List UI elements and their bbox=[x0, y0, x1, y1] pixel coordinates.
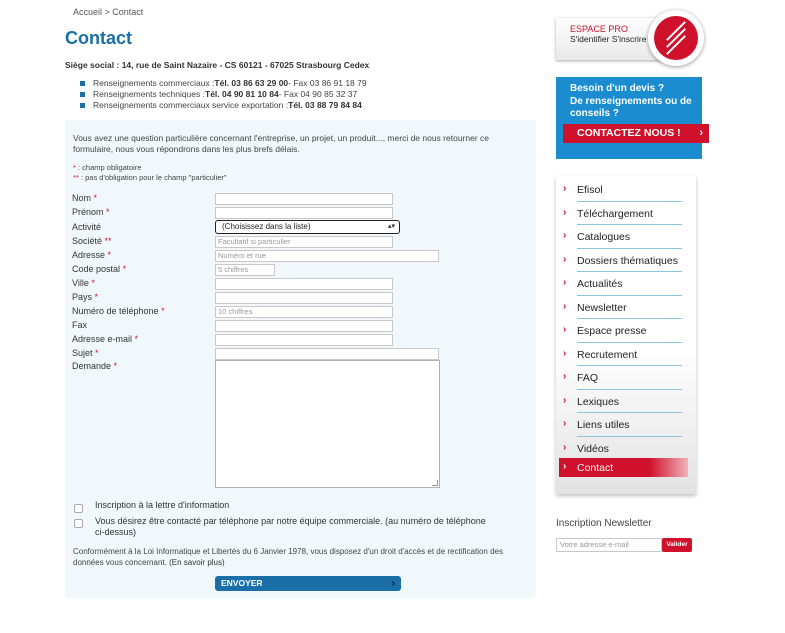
prenom-field[interactable] bbox=[215, 207, 393, 219]
chevron-right-icon: › bbox=[563, 253, 567, 265]
privacy-notice: Conformément à la Loi Informatique et Libertés du 6 Janvier 1978, vous disposez d'un droit d'accès et de rectification des données vous concernant. (En savoir plus) bbox=[73, 547, 503, 567]
chevron-right-icon: › bbox=[563, 324, 567, 335]
chevron-right-icon: › bbox=[563, 206, 567, 218]
sidebar-nav bbox=[556, 176, 696, 494]
resize-grip-icon[interactable] bbox=[432, 480, 438, 486]
bullet-icon bbox=[80, 92, 85, 97]
chevron-right-icon: › bbox=[699, 127, 703, 139]
newsletter-email-input[interactable]: Votre adresse e-mail bbox=[556, 538, 662, 552]
list-item: Renseignements commerciaux service exportation : Tél. 03 88 79 84 84 bbox=[80, 100, 367, 111]
label-demande: Demande * bbox=[72, 361, 118, 371]
societe-field[interactable]: Facultatif si particulier bbox=[215, 236, 393, 248]
chevron-right-icon: › bbox=[563, 394, 567, 406]
label-email: Adresse e-mail * bbox=[72, 334, 139, 344]
chevron-right-icon: › bbox=[563, 230, 567, 241]
contact-us-button[interactable]: CONTACTEZ NOUS ! › bbox=[563, 124, 709, 143]
chevron-right-icon: › bbox=[563, 347, 567, 359]
telephone-field[interactable]: 10 chiffres bbox=[215, 306, 393, 318]
label-sujet: Sujet * bbox=[72, 348, 99, 358]
chevron-right-icon: › bbox=[563, 300, 567, 312]
form-legend: * : champ obligatoire ** : pas d'obligation pour le champ "particulier" bbox=[73, 163, 227, 182]
sidebar-item-contact[interactable]: › Contact bbox=[559, 458, 688, 477]
quote-banner-line: conseils ? bbox=[570, 108, 619, 119]
nom-field[interactable] bbox=[215, 193, 393, 205]
adresse-field[interactable]: Numéro et rue bbox=[215, 250, 439, 262]
sidebar-item-actualites[interactable]: › Actualités bbox=[556, 272, 696, 296]
email-field[interactable] bbox=[215, 334, 393, 346]
bullet-icon bbox=[80, 103, 85, 108]
submit-button[interactable]: ENVOYER › bbox=[215, 576, 401, 591]
sidebar-item-videos[interactable]: › Vidéos bbox=[556, 437, 696, 461]
list-item: Renseignements commerciaux : Tél. 03 86 63 29 00 - Fax 03 86 91 18 79 bbox=[80, 78, 367, 89]
chevron-right-icon: › bbox=[563, 277, 567, 288]
fax-field[interactable] bbox=[215, 320, 393, 332]
label-ville: Ville * bbox=[72, 278, 95, 288]
phone-contact-checkbox-label[interactable]: Vous désirez être contacté par téléphone par notre équipe commerciale. (au numéro de téléphone ci-dessus) bbox=[95, 516, 486, 537]
sidebar-item-faq[interactable]: › FAQ bbox=[556, 366, 696, 390]
newsletter-checkbox[interactable] bbox=[74, 504, 83, 513]
select-arrows-icon: ▴▾ bbox=[387, 223, 395, 230]
newsletter-submit-button[interactable]: Valider bbox=[662, 538, 692, 552]
label-societe: Société ** bbox=[72, 236, 112, 246]
page-title: Contact bbox=[65, 28, 132, 48]
form-intro: Vous avez une question particulière concernant l'entreprise, un projet, un produit..., merci de nous retourner ce formulaire, nous vous répondrons dans les plus brefs délais. bbox=[73, 133, 490, 154]
espace-pro-widget[interactable] bbox=[556, 10, 706, 66]
sidebar-item-catalogues[interactable]: › Catalogues bbox=[556, 225, 696, 249]
chevron-right-icon: › bbox=[563, 183, 567, 194]
sidebar-item-dossiers[interactable]: › Dossiers thématiques bbox=[556, 249, 696, 273]
head-office-address: Siège social : 14, rue de Saint Nazaire - CS 60121 - 67025 Strasbourg Cedex bbox=[65, 60, 370, 70]
espace-pro-logo-icon bbox=[648, 10, 704, 66]
sidebar-item-efisol[interactable]: › Efisol bbox=[556, 178, 696, 202]
chevron-right-icon: › bbox=[563, 371, 567, 382]
sidebar-item-recrutement[interactable]: › Recrutement bbox=[556, 343, 696, 367]
contact-form bbox=[65, 120, 536, 598]
chevron-right-icon: › bbox=[563, 441, 567, 453]
label-fax: Fax bbox=[72, 320, 88, 330]
label-telephone: Numéro de téléphone * bbox=[72, 306, 165, 316]
label-activite: Activité bbox=[72, 222, 102, 232]
contact-list bbox=[80, 78, 367, 111]
label-prenom: Prénom * bbox=[72, 207, 110, 217]
sujet-field[interactable] bbox=[215, 348, 439, 360]
chevron-right-icon: › bbox=[563, 418, 567, 429]
breadcrumb[interactable]: Accueil > Contact bbox=[73, 7, 144, 17]
sidebar-item-telechargement[interactable]: › Téléchargement bbox=[556, 202, 696, 226]
sidebar-item-lexiques[interactable]: › Lexiques bbox=[556, 390, 696, 414]
espace-pro-links[interactable]: S'identifier S'inscrire bbox=[570, 34, 647, 44]
sidebar-item-liens-utiles[interactable]: › Liens utiles bbox=[556, 413, 696, 437]
quote-banner bbox=[556, 77, 702, 159]
demande-textarea[interactable] bbox=[215, 360, 440, 488]
sidebar-item-newsletter[interactable]: › Newsletter bbox=[556, 296, 696, 320]
label-code-postal: Code postal * bbox=[72, 264, 127, 274]
bullet-icon bbox=[80, 81, 85, 86]
espace-pro-title[interactable]: ESPACE PRO bbox=[570, 24, 628, 34]
activite-select[interactable]: (Choisissez dans la liste) ▴▾ bbox=[215, 220, 400, 234]
newsletter-checkbox-label[interactable]: Inscription à la lettre d'information bbox=[95, 500, 230, 510]
chevron-right-icon: › bbox=[563, 461, 567, 472]
sidebar-item-espace-presse[interactable]: › Espace presse bbox=[556, 319, 696, 343]
label-nom: Nom * bbox=[72, 193, 98, 203]
quote-banner-line: De renseignements ou de bbox=[570, 95, 692, 107]
quote-banner-line: Besoin d'un devis ? bbox=[570, 83, 665, 94]
label-adresse: Adresse * bbox=[72, 250, 112, 260]
chevron-right-icon: › bbox=[391, 578, 395, 589]
phone-contact-checkbox[interactable] bbox=[74, 519, 83, 528]
code-postal-field[interactable]: 5 chiffres bbox=[215, 264, 275, 276]
ville-field[interactable] bbox=[215, 278, 393, 290]
newsletter-title: Inscription Newsletter bbox=[556, 518, 652, 529]
list-item: Renseignements techniques : Tél. 04 90 81 10 84 - Fax 04 90 85 32 37 bbox=[80, 89, 367, 100]
pays-field[interactable] bbox=[215, 292, 393, 304]
privacy-more-link[interactable]: (En savoir plus) bbox=[169, 558, 225, 567]
label-pays: Pays * bbox=[72, 292, 99, 302]
